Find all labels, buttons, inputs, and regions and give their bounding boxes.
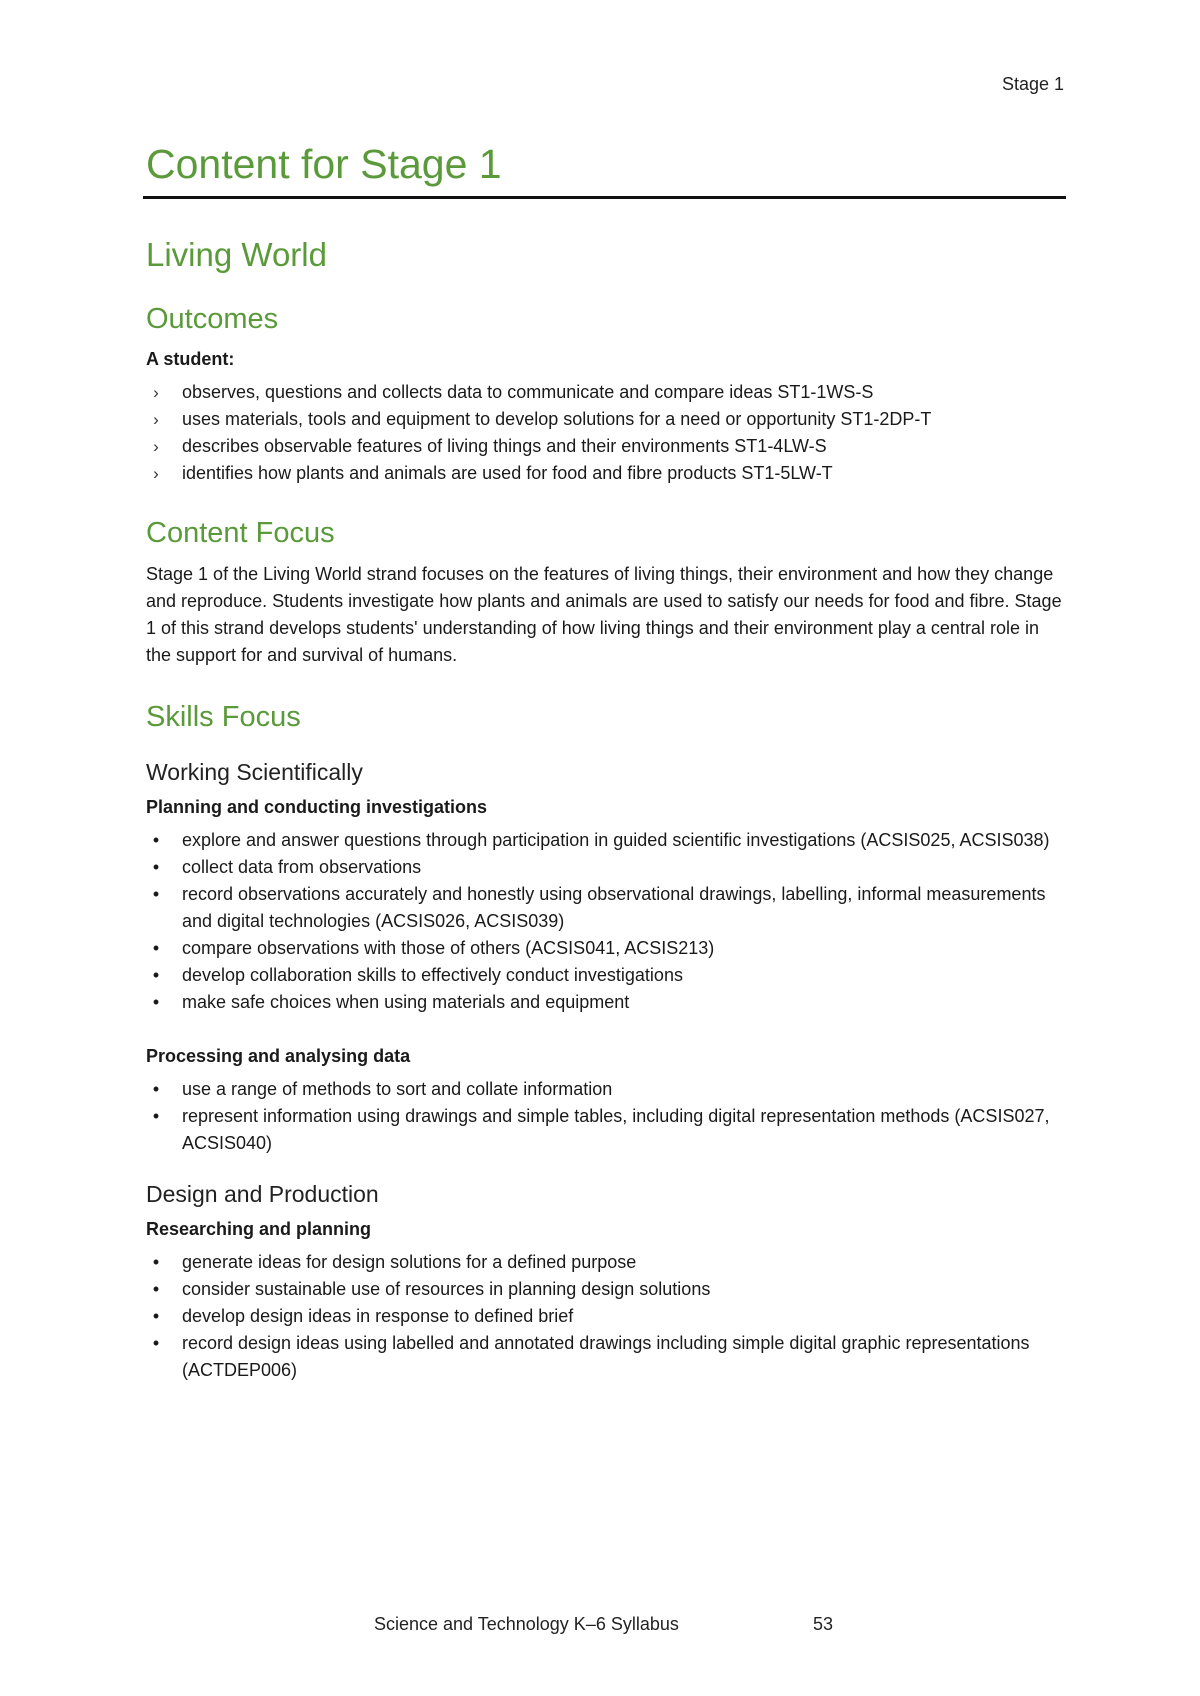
list-item: • record observations accurately and honestly using observational drawings, labelling, informal measurements and digital technologies (ACSIS026, ACSIS039) [146, 881, 1066, 935]
list-item: › identifies how plants and animals are used for food and fibre products ST1-5LW-T [146, 460, 1066, 487]
chevron-right-icon: › [153, 410, 159, 429]
list-item: • use a range of methods to sort and collate information [146, 1076, 1066, 1103]
researching-label: Researching and planning [146, 1219, 372, 1239]
list-item: • explore and answer questions through participation in guided scientific investigations (ACSIS025, ACSIS038) [146, 827, 1066, 854]
outcomes-list [146, 379, 1066, 487]
list-item: • collect data from observations [146, 854, 1066, 881]
list-item: › describes observable features of living things and their environments ST1-4LW-S [146, 433, 1066, 460]
list-item: • develop design ideas in response to defined brief [146, 1303, 1066, 1330]
processing-label: Processing and analysing data [146, 1046, 411, 1066]
list-item: › uses materials, tools and equipment to develop solutions for a need or opportunity ST1-2DP-T [146, 406, 1066, 433]
running-head: Stage 1 [1001, 74, 1064, 94]
bullet-icon: • [152, 1252, 160, 1272]
bullet-icon: • [152, 857, 160, 877]
outcomes-lead: A student: [146, 349, 235, 369]
bullet-icon: • [152, 992, 160, 1012]
bullet-icon: • [152, 1106, 160, 1126]
strand-heading: Living World [146, 236, 327, 273]
bullet-icon: • [152, 1079, 160, 1099]
bullet-icon: • [152, 830, 160, 850]
design-production-heading: Design and Production [146, 1181, 379, 1207]
skills-focus-heading: Skills Focus [146, 701, 301, 733]
bullet-icon: • [152, 1279, 160, 1299]
planning-label: Planning and conducting investigations [146, 797, 488, 817]
footer-document-name: Science and Technology K–6 Syllabus [374, 1614, 679, 1634]
bullet-icon: • [152, 1306, 160, 1326]
list-item: • make safe choices when using materials and equipment [146, 989, 1066, 1016]
chevron-right-icon: › [153, 383, 159, 402]
chevron-right-icon: › [153, 437, 159, 456]
bullet-icon: • [152, 884, 160, 904]
outcomes-heading: Outcomes [146, 303, 279, 335]
list-item: • generate ideas for design solutions for a defined purpose [146, 1249, 1066, 1276]
list-item: • consider sustainable use of resources in planning design solutions [146, 1276, 1066, 1303]
planning-list [146, 827, 1066, 1016]
list-item: › observes, questions and collects data to communicate and compare ideas ST1-1WS-S [146, 379, 1066, 406]
list-item: • represent information using drawings and simple tables, including digital representation methods (ACSIS027, ACSIS040) [146, 1103, 1066, 1157]
list-item: • compare observations with those of others (ACSIS041, ACSIS213) [146, 935, 1066, 962]
list-item: • develop collaboration skills to effectively conduct investigations [146, 962, 1066, 989]
bullet-icon: • [152, 938, 160, 958]
content-focus-heading: Content Focus [146, 517, 335, 549]
processing-list [146, 1076, 1066, 1157]
content-focus-text: Stage 1 of the Living World strand focuses on the features of living things, their environment and how they change and reproduce. Students investigate how plants and animals are used to satisfy our needs for food and fibre. Stage 1 of this strand develops students' understanding of how living things and their environment play a central role in the support for and survival of humans. [146, 564, 1062, 665]
working-scientifically-heading: Working Scientifically [146, 759, 363, 785]
list-item: • record design ideas using labelled and annotated drawings including simple digital graphic representations (ACTDEP006) [146, 1330, 1066, 1384]
footer-page-number: 53 [813, 1614, 834, 1634]
chevron-right-icon: › [153, 464, 159, 483]
bullet-icon: • [152, 1333, 160, 1353]
page-content [146, 140, 1066, 1384]
researching-list [146, 1249, 1066, 1384]
bullet-icon: • [152, 965, 160, 985]
page-title: Content for Stage 1 [143, 140, 1066, 199]
